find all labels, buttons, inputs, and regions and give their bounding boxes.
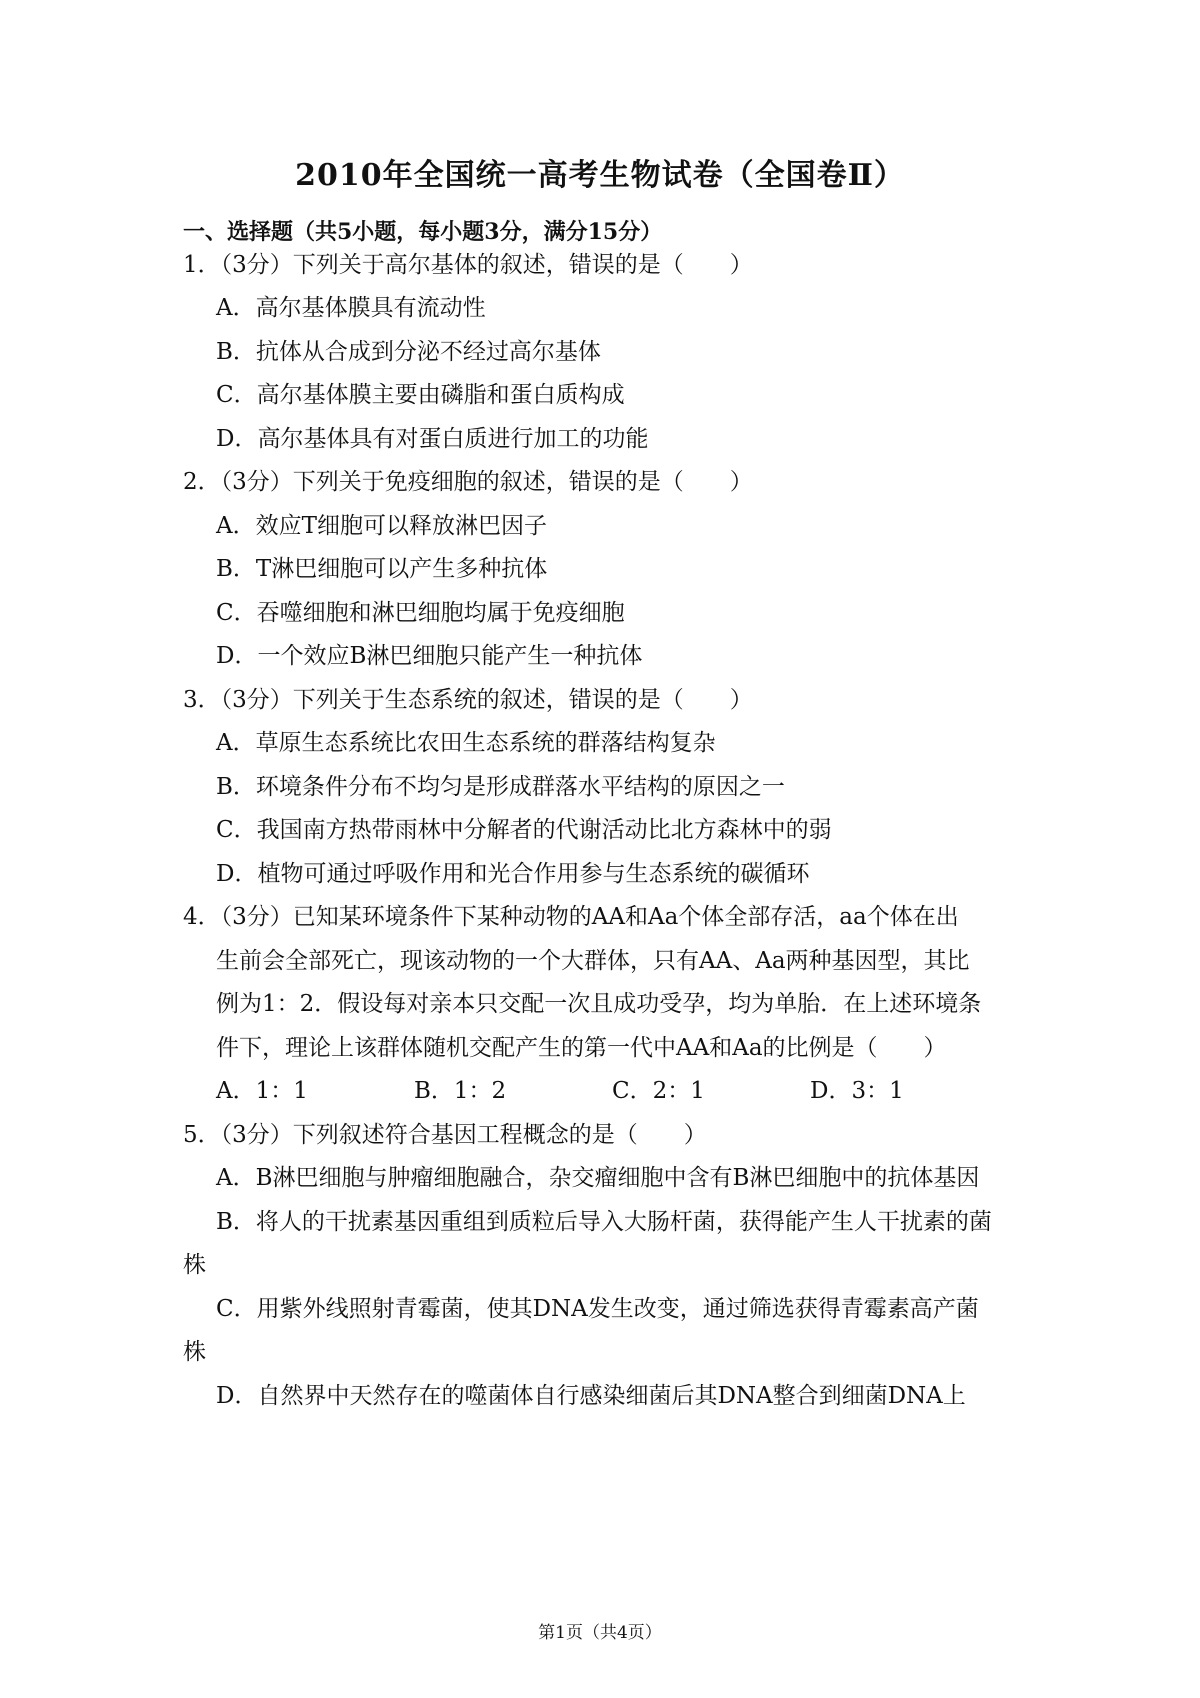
question-5-stem: 5．（3分）下列叙述符合基因工程概念的是（ ）	[183, 1122, 707, 1148]
page-title: 2010年全国统一高考生物试卷（全国卷Ⅱ）	[295, 158, 905, 193]
question-4-stem-line-3: 例为1：2．假设每对亲本只交配一次且成功受孕，均为单胎．在上述环境条	[216, 991, 982, 1017]
question-4-option-d: D．3：1	[810, 1078, 904, 1104]
section-heading: 一、选择题（共5小题，每小题3分，满分15分）	[183, 219, 663, 245]
question-5-option-b: B．将人的干扰素基因重组到质粒后导入大肠杆菌，获得能产生人干扰素的菌	[216, 1209, 992, 1235]
question-2-stem: 2．（3分）下列关于免疫细胞的叙述，错误的是（ ）	[183, 469, 753, 495]
question-3-option-c: C．我国南方热带雨林中分解者的代谢活动比北方森林中的弱	[216, 817, 832, 843]
question-2-option-d: D．一个效应B淋巴细胞只能产生一种抗体	[216, 643, 643, 669]
question-5-option-a: A．B淋巴细胞与肿瘤细胞融合，杂交瘤细胞中含有B淋巴细胞中的抗体基因	[216, 1165, 980, 1191]
question-5-option-c: C．用紫外线照射青霉菌，使其DNA发生改变，通过筛选获得青霉素高产菌	[216, 1296, 979, 1322]
question-5-option-d: D．自然界中天然存在的噬菌体自行感染细菌后其DNA整合到细菌DNA上	[216, 1383, 966, 1409]
question-4-option-b: B．1：2	[414, 1078, 507, 1104]
question-2-option-c: C．吞噬细胞和淋巴细胞均属于免疫细胞	[216, 600, 625, 626]
question-4-stem-line-4: 件下，理论上该群体随机交配产生的第一代中AA和Aa的比例是（ ）	[216, 1035, 947, 1061]
question-1-option-a: A．高尔基体膜具有流动性	[216, 295, 486, 321]
question-1-option-b: B．抗体从合成到分泌不经过高尔基体	[216, 339, 601, 365]
question-1-option-c: C．高尔基体膜主要由磷脂和蛋白质构成	[216, 382, 625, 408]
question-1-stem: 1．（3分）下列关于高尔基体的叙述，错误的是（ ）	[183, 252, 753, 278]
question-2-option-b: B．T淋巴细胞可以产生多种抗体	[216, 556, 548, 582]
question-4-stem-line-2: 生前会全部死亡，现该动物的一个大群体，只有AA、Aa两种基因型，其比	[216, 948, 970, 974]
question-5-option-b-continued: 株	[183, 1252, 206, 1278]
question-4-option-c: C．2：1	[612, 1078, 705, 1104]
question-3-option-d: D．植物可通过呼吸作用和光合作用参与生态系统的碳循环	[216, 861, 810, 887]
question-1-option-d: D．高尔基体具有对蛋白质进行加工的功能	[216, 426, 649, 452]
question-3-option-b: B．环境条件分布不均匀是形成群落水平结构的原因之一	[216, 774, 785, 800]
question-4-stem-line-1: 4．（3分）已知某环境条件下某种动物的AA和Aa个体全部存活，aa个体在出	[183, 904, 959, 930]
question-2-option-a: A．效应T细胞可以释放淋巴因子	[216, 513, 547, 539]
question-3-stem: 3．（3分）下列关于生态系统的叙述，错误的是（ ）	[183, 687, 753, 713]
question-3-option-a: A．草原生态系统比农田生态系统的群落结构复杂	[216, 730, 716, 756]
page-footer: 第1页（共4页）	[538, 1623, 662, 1643]
question-4-option-a: A．1：1	[216, 1078, 308, 1104]
question-5-option-c-continued: 株	[183, 1339, 206, 1365]
